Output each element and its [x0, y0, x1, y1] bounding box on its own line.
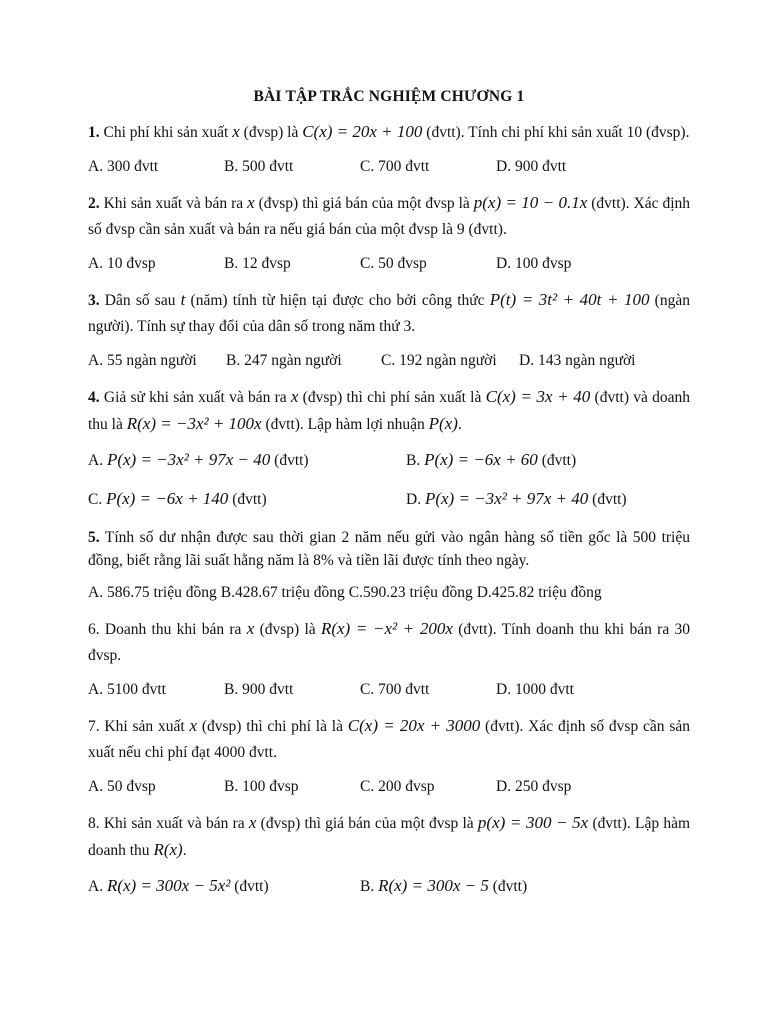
- question-text: Giả sử khi sản xuất và bán ra: [99, 389, 291, 406]
- question-text: (đvsp) là: [254, 621, 321, 638]
- option-d: D. 1000 đvtt: [496, 681, 574, 698]
- formula: P(x) = −3x² + 97x + 40: [424, 489, 589, 508]
- option-a: A. 10 đvsp: [88, 255, 156, 272]
- option-b: B. 900 đvtt: [224, 681, 294, 698]
- formula: R(x) = −3x² + 100x: [126, 414, 262, 433]
- formula: P(x) = −6x + 140: [106, 489, 229, 508]
- formula: R(x) = −x² + 200x: [320, 619, 453, 638]
- option-b: B. 247 ngàn người: [226, 352, 342, 369]
- question-text: (đvsp) là: [239, 124, 303, 141]
- option-a: A. 586.75 triệu đồng: [88, 584, 217, 601]
- question-text: (đvtt). Tính doanh thu khi bán ra 30 đvsp.: [88, 621, 691, 664]
- option-a: A. 300 đvtt: [88, 158, 159, 175]
- option-b: B. 100 đvsp: [224, 778, 299, 795]
- formula: R(x) = 300x − 5: [378, 876, 489, 895]
- question-text: (năm) tính từ hiện tại được cho bởi công thức: [185, 292, 490, 309]
- option-c: C.590.23 triệu đồng: [348, 584, 473, 601]
- variable: x: [248, 813, 257, 832]
- question-text: Khi sản xuất và bán ra: [99, 815, 249, 832]
- answer-options-4-row-2: [88, 487, 690, 512]
- option-d: D. 900 đvtt: [496, 158, 567, 175]
- option-b: B.428.67 triệu đồng: [220, 584, 345, 601]
- option-d: D.425.82 triệu đồng: [476, 584, 602, 601]
- answer-options-5: [88, 582, 690, 604]
- question-text: Dân số sau: [99, 292, 181, 309]
- question-number: 3.: [88, 292, 100, 309]
- question-number: 8.: [88, 815, 100, 832]
- formula: P(x) = −3x² + 97x − 40: [106, 450, 271, 469]
- option-unit: (đvtt): [588, 491, 627, 508]
- option-b: B. 500 đvtt: [224, 158, 294, 175]
- option-d: D. 100 đvsp: [496, 255, 572, 272]
- question-text: (đvtt) và doanh thu là: [88, 389, 690, 433]
- option-a: [88, 874, 360, 899]
- question-1: [88, 119, 690, 146]
- option-c: C. 200 đvsp: [360, 778, 435, 795]
- option-letter: D.: [406, 491, 425, 508]
- question-3: [88, 287, 690, 340]
- option-letter: B.: [406, 452, 425, 469]
- option-c: C. 192 ngàn người: [381, 352, 497, 369]
- answer-options-7: [88, 776, 690, 798]
- question-text: (đvtt). Xác định số đvsp cần sản xuất và bán ra nếu giá bán của một đvsp là 9 (đvtt).: [88, 195, 691, 238]
- formula: P(t) = 3t² + 40t + 100: [489, 290, 650, 309]
- question-text: (đvsp) thì giá bán của một đvsp là: [256, 815, 478, 832]
- formula: R(x): [153, 840, 183, 859]
- formula: P(x) = −6x + 60: [424, 450, 538, 469]
- question-number: 4.: [88, 389, 100, 406]
- formula: P(x): [428, 414, 458, 433]
- option-a: [88, 448, 406, 473]
- question-2: [88, 190, 690, 243]
- question-text: Chi phí khi sản xuất: [99, 124, 233, 141]
- question-text: Doanh thu khi bán ra: [99, 621, 247, 638]
- question-6: [88, 616, 690, 669]
- variable: x: [232, 122, 240, 141]
- variable: x: [290, 387, 299, 406]
- question-number: 1.: [88, 124, 100, 141]
- question-text: Khi sản xuất: [99, 718, 190, 735]
- question-text: Tính số dư nhận được sau thời gian 2 năm nếu gửi vào ngân hàng số tiền gốc là 500 triệu đồng, biết rằng lãi suất hằng năm là 8% và tiền lãi được tính theo ngày.: [88, 529, 690, 569]
- formula: C(x) = 20x + 100: [302, 122, 423, 141]
- option-b: [406, 448, 576, 473]
- question-8: [88, 810, 690, 864]
- variable: x: [247, 193, 255, 212]
- option-c: C. 700 đvtt: [360, 158, 430, 175]
- variable: x: [189, 716, 198, 735]
- option-c: C. 50 đvsp: [360, 255, 427, 272]
- option-unit: (đvtt): [230, 878, 269, 895]
- option-letter: C.: [88, 491, 107, 508]
- formula: p(x) = 300 − 5x: [477, 813, 589, 832]
- question-text: .: [457, 416, 462, 433]
- option-a: A. 50 đvsp: [88, 778, 156, 795]
- option-c: C. 700 đvtt: [360, 681, 430, 698]
- option-unit: (đvtt): [488, 878, 528, 895]
- question-text: (đvtt). Tính chi phí khi sản xuất 10 (đvsp).: [422, 124, 690, 141]
- answer-options-1: [88, 156, 690, 178]
- formula: p(x) = 10 − 0.1x: [473, 193, 588, 212]
- answer-options-3: [88, 350, 690, 372]
- option-b: B. 12 đvsp: [224, 255, 291, 272]
- variable: t: [180, 290, 186, 309]
- question-text: (đvsp) thì chi phí là là: [197, 718, 348, 735]
- question-7: [88, 713, 690, 766]
- question-5: [88, 526, 690, 572]
- question-text: (đvsp) thì giá bán của một đvsp là: [254, 195, 474, 212]
- formula: C(x) = 20x + 3000: [347, 716, 481, 735]
- option-unit: (đvtt): [537, 452, 577, 469]
- variable: x: [246, 619, 255, 638]
- question-text: (ngàn người). Tính sự thay đổi của dân số trong năm thứ 3.: [88, 292, 690, 335]
- option-unit: (đvtt): [270, 452, 309, 469]
- option-d: D. 143 ngàn người: [519, 352, 636, 369]
- answer-options-8: [88, 874, 690, 899]
- option-letter: A.: [88, 452, 107, 469]
- question-text: .: [182, 842, 187, 859]
- question-number: 6.: [88, 621, 100, 638]
- question-text: (đvsp) thì chi phí sản xuất là: [298, 389, 486, 406]
- answer-options-4-row-1: [88, 448, 690, 473]
- question-text: (đvtt). Lập hàm doanh thu: [88, 815, 691, 859]
- question-4: [88, 384, 690, 438]
- question-number: 7.: [88, 718, 100, 735]
- answer-options-2: [88, 253, 690, 275]
- option-unit: (đvtt): [228, 491, 267, 508]
- formula: C(x) = 3x + 40: [485, 387, 591, 406]
- option-a: A. 55 ngàn người: [88, 352, 197, 369]
- formula: R(x) = 300x − 5x²: [106, 876, 231, 895]
- option-letter: A.: [88, 878, 107, 895]
- question-text: (đvtt). Lập hàm lợi nhuận: [261, 416, 429, 433]
- question-number: 2.: [88, 195, 100, 212]
- option-b: [360, 874, 527, 899]
- option-letter: B.: [360, 878, 379, 895]
- option-d: D. 250 đvsp: [496, 778, 572, 795]
- question-number: 5.: [88, 529, 100, 546]
- option-d: [406, 487, 627, 512]
- option-a: A. 5100 đvtt: [88, 681, 166, 698]
- question-text: Khi sản xuất và bán ra: [99, 195, 248, 212]
- question-text: (đvtt). Xác định số đvsp cần sản xuất nếu chi phí đạt 4000 đvtt.: [88, 718, 690, 761]
- answer-options-6: [88, 679, 690, 701]
- option-c: [88, 487, 406, 512]
- page-title: BÀI TẬP TRẮC NGHIỆM CHƯƠNG 1: [253, 88, 525, 105]
